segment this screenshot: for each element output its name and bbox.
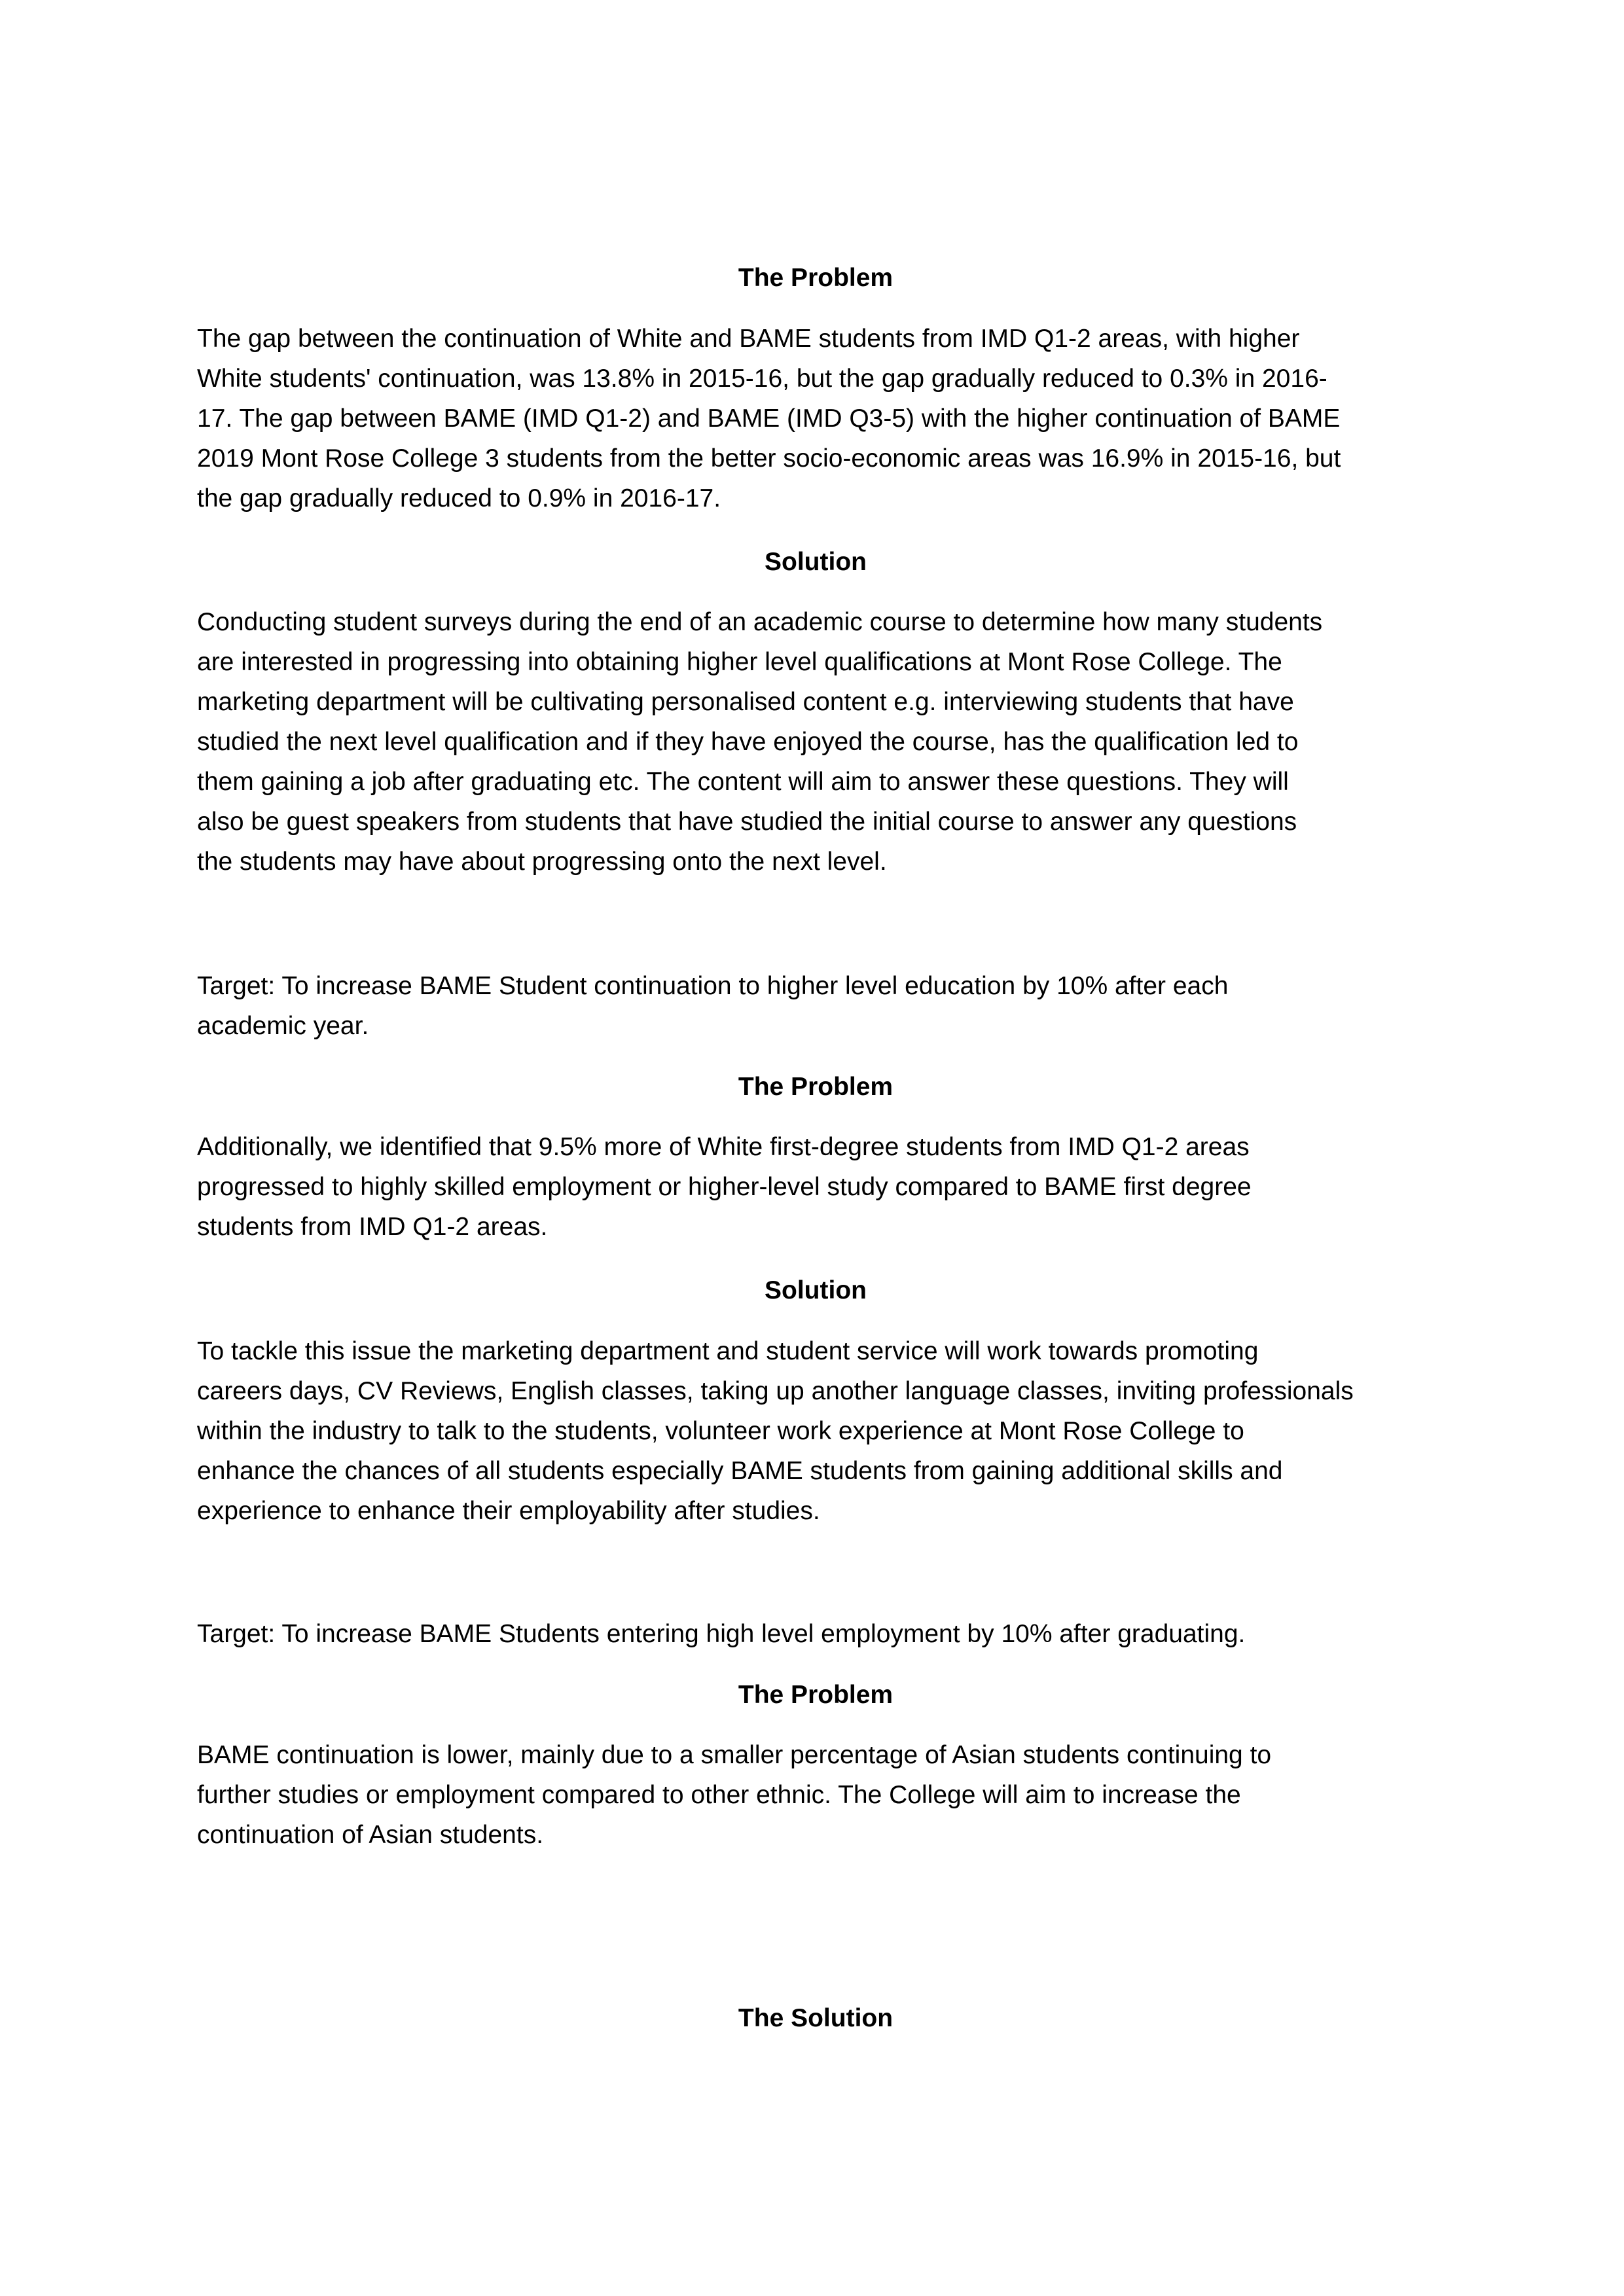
text-line: experience to enhance their employability after studies.: [197, 1497, 820, 1525]
problem-1-paragraph: [197, 319, 1441, 518]
text-line: Conducting student surveys during the end of an academic course to determine how many students: [197, 608, 1323, 636]
text-line: students from IMD Q1-2 areas.: [197, 1213, 548, 1241]
text-line: academic year.: [197, 1012, 369, 1040]
text-line: Additionally, we identified that 9.5% more of White first-degree students from IMD Q1-2 areas: [197, 1133, 1250, 1161]
text-line: them gaining a job after graduating etc. The content will aim to answer these questions. They will: [197, 768, 1289, 796]
text-line: enhance the chances of all students especially BAME students from gaining additional skills and: [197, 1457, 1283, 1485]
solution-1-paragraph: [197, 602, 1441, 882]
text-line: also be guest speakers from students that have studied the initial course to answer any questions: [197, 808, 1297, 836]
text-line: the gap gradually reduced to 0.9% in 2016-17.: [197, 484, 721, 512]
text-line: continuation of Asian students.: [197, 1821, 544, 1849]
problem-2-paragraph: [197, 1127, 1441, 1247]
text-line: BAME continuation is lower, mainly due to a smaller percentage of Asian students continuing to: [197, 1741, 1272, 1769]
section-heading-problem-3: The Problem: [738, 1681, 893, 1709]
section-heading-problem-2: The Problem: [738, 1073, 893, 1101]
text-line: 17. The gap between BAME (IMD Q1-2) and BAME (IMD Q3-5) with the higher continuation of BAME: [197, 404, 1341, 433]
text-line: within the industry to talk to the students, volunteer work experience at Mont Rose College to: [197, 1417, 1244, 1445]
text-line: the students may have about progressing onto the next level.: [197, 848, 887, 876]
section-heading-solution-3: The Solution: [738, 2004, 893, 2032]
text-line: further studies or employment compared to other ethnic. The College will aim to increase the: [197, 1781, 1241, 1809]
text-line: The gap between the continuation of White and BAME students from IMD Q1-2 areas, with higher: [197, 325, 1300, 353]
text-line: 2019 Mont Rose College 3 students from the better socio-economic areas was 16.9% in 2015-16, but: [197, 444, 1341, 473]
text-line: Target: To increase BAME Student continuation to higher level education by 10% after each: [197, 972, 1229, 1000]
target-2-paragraph: [197, 1614, 1441, 1654]
section-heading-solution-1: Solution: [765, 548, 867, 576]
text-line: studied the next level qualification and if they have enjoyed the course, has the qualification led to: [197, 728, 1299, 756]
section-heading-solution-2: Solution: [765, 1276, 867, 1304]
text-line: To tackle this issue the marketing department and student service will work towards promoting: [197, 1337, 1259, 1365]
text-line: White students' continuation, was 13.8% in 2015-16, but the gap gradually reduced to 0.3% in 2016-: [197, 365, 1327, 393]
target-1-paragraph: [197, 966, 1441, 1046]
text-line: marketing department will be cultivating personalised content e.g. interviewing students that have: [197, 688, 1294, 716]
text-line: Target: To increase BAME Students entering high level employment by 10% after graduating.: [197, 1620, 1246, 1648]
text-line: are interested in progressing into obtaining higher level qualifications at Mont Rose College. The: [197, 648, 1282, 676]
section-heading-problem-1: The Problem: [738, 264, 893, 292]
problem-3-paragraph: [197, 1735, 1441, 1855]
text-line: careers days, CV Reviews, English classes, taking up another language classes, inviting professionals: [197, 1377, 1354, 1405]
solution-2-paragraph: [197, 1331, 1441, 1531]
text-line: progressed to highly skilled employment or higher-level study compared to BAME first degree: [197, 1173, 1252, 1201]
